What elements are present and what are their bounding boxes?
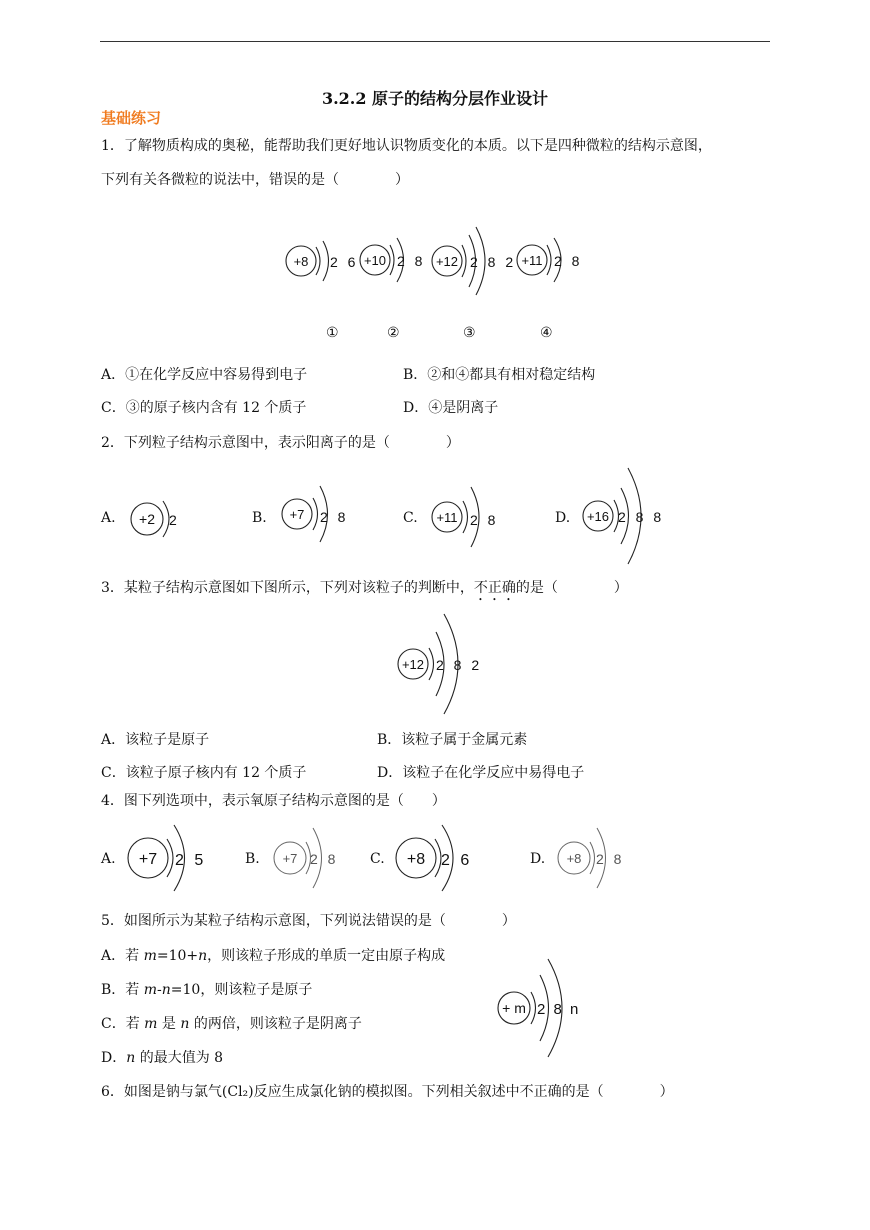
q5-option-c-n: n [180,1016,190,1032]
q1-diagram-3-shells: 2 8 2 [470,254,517,270]
q2-option-c-letter: C. [403,510,418,526]
q5-option-b-pre: B．若 [101,982,144,998]
q2-option-a-diagram [125,485,195,555]
q1-label-1: ① [326,325,339,341]
q1-option-b: B．②和④都具有相对稳定结构 [403,367,596,383]
q4-option-d-nucleus: +8 [566,851,582,866]
q5-option-c-m: m [144,1016,158,1032]
q1-diagram-2-nucleus: +10 [363,253,387,268]
q3-stem [101,579,628,604]
q5-option-c-post: 的两倍，则该粒子是阴离子 [189,1016,362,1032]
q5-option-c-mid: 是 [157,1016,181,1032]
q5-option-d-pre: D． [101,1050,127,1066]
q1-diagram-1-shells: 2 6 [330,254,359,270]
q2-option-a-nucleus: +2 [139,511,155,527]
q3-option-a: A．该粒子是原子 [101,732,210,748]
q5-stem: 5．如图所示为某粒子结构示意图，下列说法错误的是（ ） [101,913,516,929]
q4-option-c-nucleus: +8 [406,851,426,868]
q1-stem-line1: 1．了解物质构成的奥秘，能帮助我们更好地认识物质变化的本质。以下是四种微粒的结构示意图， [101,138,712,154]
q4-option-b-nucleus: +7 [282,851,298,866]
q4-option-d-shells: 2 8 [596,851,625,867]
q5-option-b-m: m [143,982,158,998]
q1-diagram-1-nucleus: +8 [293,254,309,269]
q1-option-d: D．④是阴离子 [403,400,499,416]
q5-structure-diagram [490,955,600,1060]
q2-option-d-nucleus: +16 [586,509,610,524]
q5-nucleus: + m [502,1000,526,1016]
q1-label-3: ③ [463,325,476,341]
q4-option-d-diagram [552,820,632,900]
q1-diagram-2 [360,238,425,282]
section-heading: 基础练习 [101,109,162,127]
q3-option-b: B．该粒子属于金属元素 [377,732,528,748]
q2-option-c-shells: 2 8 [470,512,499,528]
q2-option-b-letter: B. [252,510,267,526]
q5-option-b-mid: - [157,982,162,998]
q5-option-d [101,1049,223,1067]
q4-option-b-diagram [266,820,346,900]
q5-option-d-post: 的最大值为 8 [135,1050,224,1066]
q2-option-a-letter: A. [101,510,116,526]
q3-nucleus: +12 [401,657,425,672]
q2-stem: 2．下列粒子结构示意图中，表示阳离子的是（ ） [101,435,460,451]
q1-diagram-4-nucleus: +11 [521,253,543,268]
q6-stem: 6．如图是钠与氯气(Cl₂)反应生成氯化钠的模拟图。下列相关叙述中不正确的是（ ） [101,1084,674,1100]
q5-option-a-pre: A．若 [101,948,144,964]
q4-option-c-letter: C. [370,851,385,867]
q2-option-d-letter: D. [555,510,571,526]
q1-option-a: A．①在化学反应中容易得到电子 [101,367,308,383]
q4-option-a-shells: 2 5 [175,852,207,869]
q5-option-a-post: ，则该粒子形成的单质一定由原子构成 [207,948,446,964]
q1-structure-diagrams [270,205,600,305]
q3-shells: 2 8 2 [436,657,483,673]
q4-option-c-diagram [392,815,487,905]
q4-option-c-shells: 2 6 [441,852,473,869]
q4-option-a-nucleus: +7 [138,851,158,868]
q5-option-a-mid: =10+ [156,948,199,964]
q3-stem-before: 3．某粒子结构示意图如下图所示，下列对该粒子的判断中， [101,580,474,596]
q1-label-2: ② [387,325,400,341]
q2-option-c-diagram [425,473,515,568]
q1-diagram-3 [432,227,516,295]
header-rule [100,41,770,42]
q4-option-a-letter: A. [101,851,116,867]
q1-diagram-2-shells: 2 8 [397,253,426,269]
q2-option-d-shells: 2 8 8 [618,509,665,525]
q2-option-a-shells: 2 [169,512,177,528]
q1-diagram-3-nucleus: +12 [435,254,459,269]
q4-option-a-diagram [123,815,218,905]
q1-diagram-1 [286,241,358,281]
q5-option-a-n: n [198,948,208,964]
q1-diagram-4 [517,238,582,282]
q1-stem-line2: 下列有关各微粒的说法中，错误的是（ ） [101,172,409,188]
q3-structure-diagram [388,608,488,718]
q4-option-b-shells: 2 8 [310,851,339,867]
q4-option-d-letter: D. [530,851,546,867]
q3-stem-emphasis: 不正确 [473,580,516,596]
page-title: 3.2.2 原子的结构分层作业设计 [321,89,549,108]
q1-label-4: ④ [540,325,553,341]
q5-option-b-post: =10，则该粒子是原子 [170,982,313,998]
q5-option-a [101,947,445,965]
q2-option-d-diagram [578,462,678,572]
q1-option-c: C．③的原子核内含有 12 个质子 [101,400,307,416]
q5-option-b [101,981,312,999]
q5-option-c [101,1015,362,1033]
q2-option-b-diagram [275,470,365,565]
q3-stem-after: 的是（ ） [515,580,628,596]
q5-option-c-pre: C．若 [101,1016,145,1032]
q3-option-c: C．该粒子原子核内有 12 个质子 [101,765,307,781]
q5-option-b-n: n [161,982,171,998]
q2-option-c-nucleus: +11 [436,510,458,525]
q4-option-b-letter: B. [245,851,260,867]
q2-option-b-shells: 2 8 [320,509,349,525]
q3-option-d: D．该粒子在化学反应中易得电子 [377,765,585,781]
q4-stem: 4．图下列选项中，表示氧原子结构示意图的是（ ） [101,793,446,809]
q2-option-b-nucleus: +7 [289,507,305,522]
q5-option-a-m: m [143,948,157,964]
q1-diagram-4-shells: 2 8 [554,253,583,269]
q5-shells: 2 8 n [537,1001,581,1018]
q5-option-d-n: n [126,1050,136,1066]
